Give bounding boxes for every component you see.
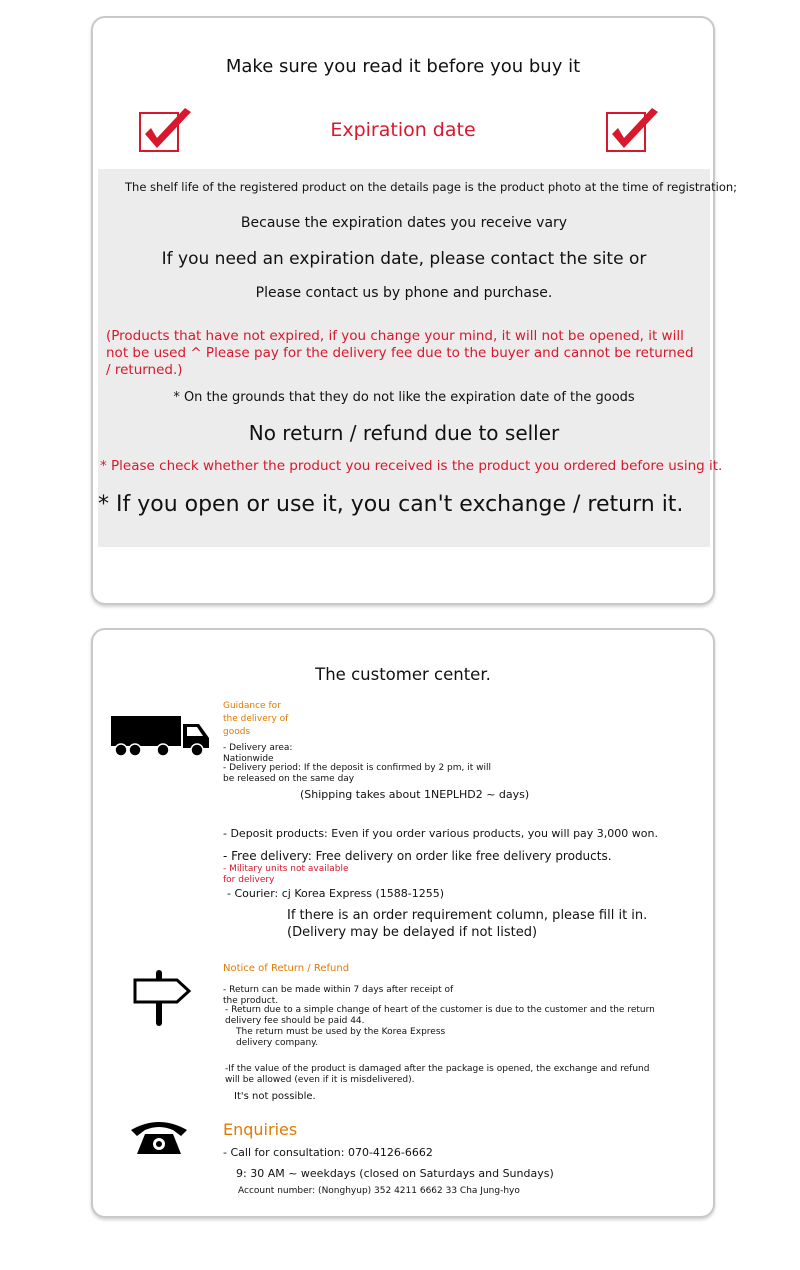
return-within-days: - Return can be made within 7 days after receipt of the product. [223, 985, 454, 1006]
grounds-line: * On the grounds that they do not like the expiration date of the goods [173, 390, 635, 405]
return-notice-title: Notice of Return / Refund [223, 963, 350, 974]
business-hours: 9: 30 AM ~ weekdays (closed on Saturdays and Sundays) [236, 1167, 554, 1180]
military-units: - Military units not available for delivery [223, 864, 349, 885]
account-number: Account number: (Nonghyup) 352 4211 6662 33 Cha Jung-hyo [238, 1186, 520, 1196]
telephone-icon [129, 1118, 189, 1158]
return-courier-rule: The return must be used by the Korea Express delivery company. [236, 1027, 446, 1048]
truck-icon [111, 714, 211, 756]
no-refund-line: No return / refund due to seller [248, 421, 560, 445]
contact-site-line: If you need an expiration date, please contact the site or [161, 249, 647, 269]
signpost-icon [133, 970, 193, 1028]
notice-heading: Make sure you read it before you buy it [225, 56, 581, 77]
free-delivery: - Free delivery: Free delivery on order like free delivery products. [223, 849, 612, 863]
contact-phone-line: Please contact us by phone and purchase. [255, 285, 553, 301]
delivery-delay: (Delivery may be delayed if not listed) [287, 925, 538, 940]
return-not-possible: It's not possible. [234, 1091, 316, 1102]
customer-center-card [91, 628, 715, 1218]
delivery-area: - Delivery area: Nationwide [223, 743, 293, 764]
shipping-time: (Shipping takes about 1NEPLHD2 ~ days) [300, 788, 530, 801]
check-product-warning: * Please check whether the product you received is the product you ordered before using it. [100, 458, 723, 474]
delivery-guidance-title: Guidance for the delivery of goods [223, 701, 289, 737]
courier: - Courier: cj Korea Express (1588-1255) [227, 887, 444, 900]
check-mark-icon [606, 112, 646, 152]
return-change-of-heart: - Return due to a simple change of heart of the customer is due to the customer and the return delivery fee should be paid 44. [225, 1005, 655, 1026]
shelf-life-line: The shelf life of the registered product on the details page is the product photo at the time of registration; [125, 180, 738, 194]
order-requirement: If there is an order requirement column, please fill it in. [287, 908, 648, 923]
open-use-warning: * If you open or use it, you can't exchange / return it. [98, 492, 684, 517]
customer-center-heading: The customer center. [315, 665, 491, 684]
dates-vary-line: Because the expiration dates you receive vary [240, 215, 568, 231]
consultation-phone: - Call for consultation: 070-4126-6662 [223, 1146, 433, 1159]
return-damaged: -If the value of the product is damaged after the package is opened, the exchange and refund will be allowed (even if it is misdelivered). [225, 1064, 650, 1085]
expiration-title: Expiration date [330, 119, 476, 141]
notice-panel [98, 169, 738, 547]
enquiries-title: Enquiries [223, 1120, 298, 1139]
expiration-notice-card [91, 16, 738, 605]
unopened-policy-text: (Products that have not expired, if you change your mind, it will not be opened, it will not be used ^ Please pay for the delivery fee due to the buyer and cannot be returned / returned.) [106, 328, 694, 378]
delivery-period: - Delivery period: If the deposit is confirmed by 2 pm, it will be released on the same day [223, 763, 491, 784]
deposit-products: - Deposit products: Even if you order various products, you will pay 3,000 won. [223, 827, 658, 840]
